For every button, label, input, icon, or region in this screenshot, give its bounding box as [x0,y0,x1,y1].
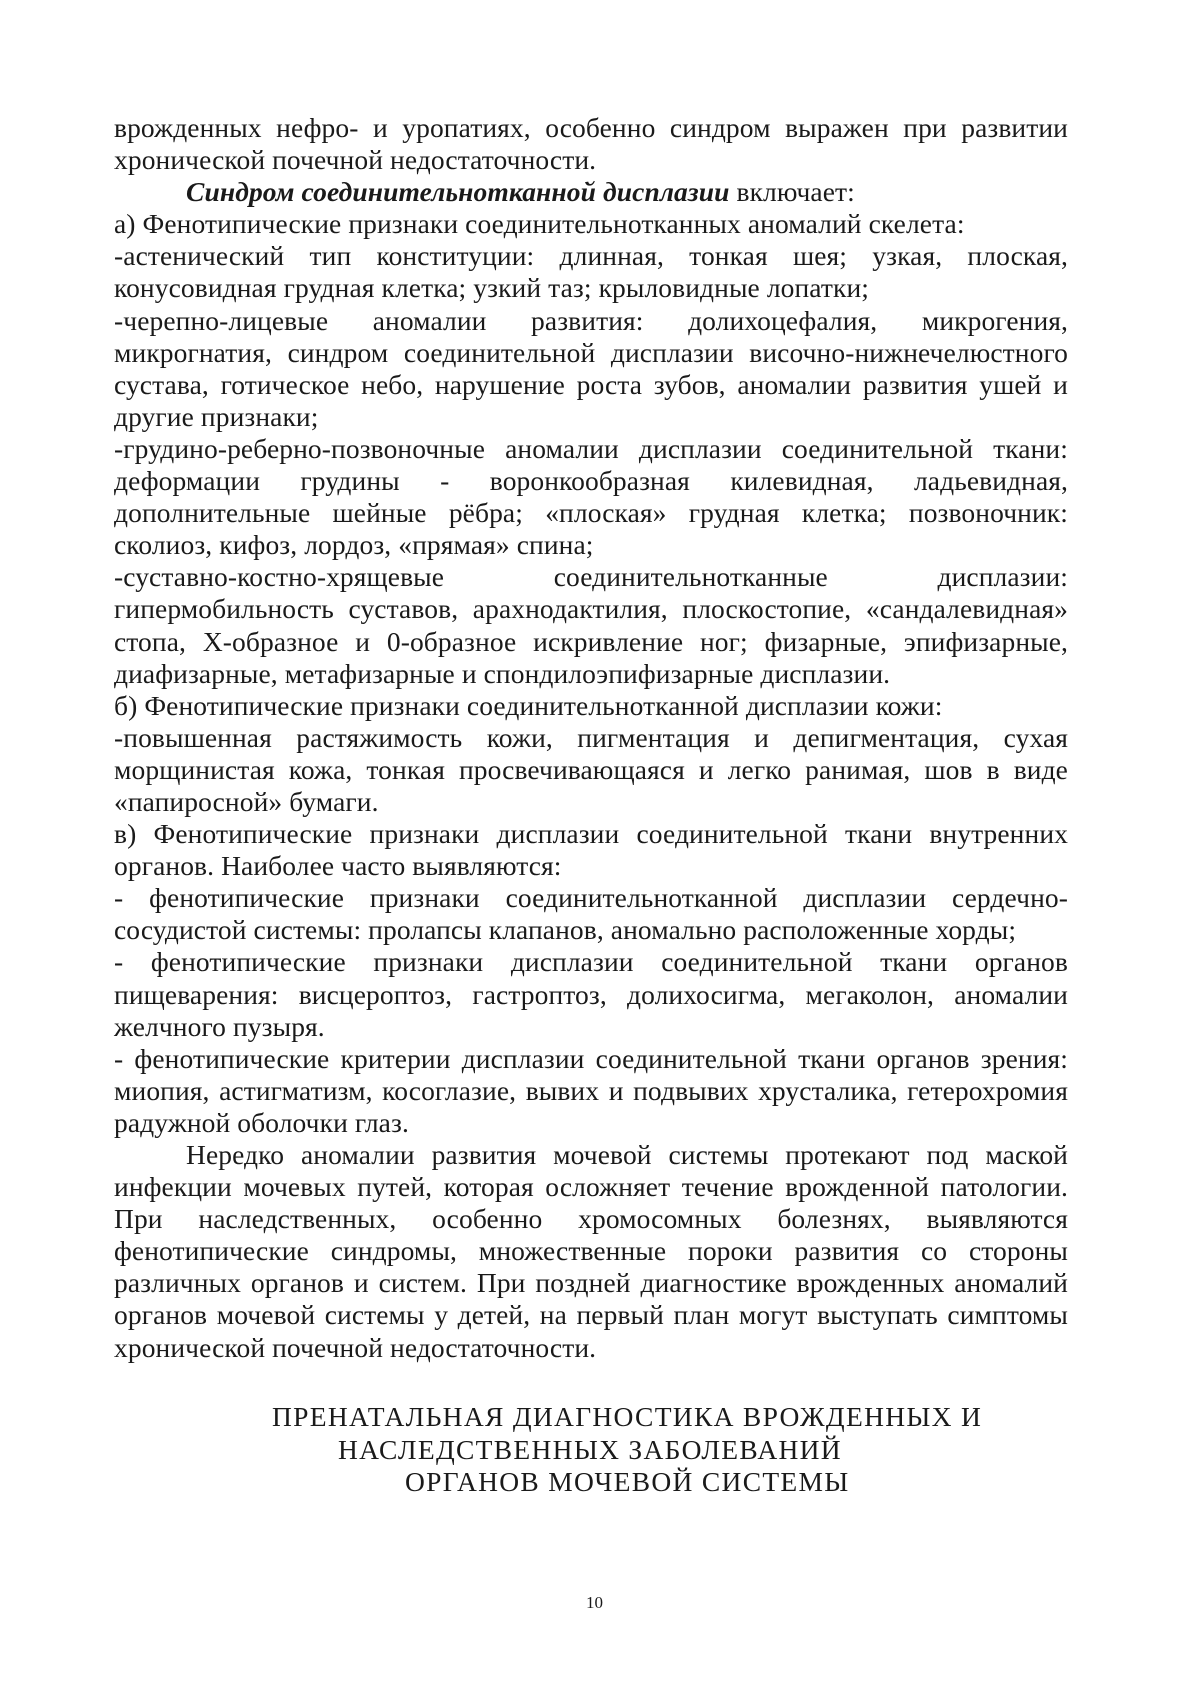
paragraph: -суставно-костно-хрящевые соединительнотканные дисплазии: гипермобильность суставов, арахнодактилия, плоскостопие, «сандалевидная» стопа, Х-образное и 0-образное искривление ног; физарные, эпифизарные, диафизарные, метафизарные и спондилоэпифизарные дисплазии. [114,561,1068,689]
page-number: 10 [586,1593,603,1612]
paragraph: - фенотипические признаки дисплазии соединительной ткани органов пищеварения: висцероптоз, гастроптоз, долихосигма, мегаколон, аномалии желчного пузыря. [114,946,1068,1042]
paragraph: а) Фенотипические признаки соединительнотканных аномалий скелета: [114,208,965,240]
paragraph: - фенотипические критерии дисплазии соединительной ткани органов зрения: миопия, астигматизм, косоглазие, вывих и подвывих хрусталика, гетерохромия радужной оболочки глаз. [114,1042,1068,1138]
section-heading-line: НАСЛЕДСТВЕННЫХ ЗАБОЛЕВАНИЙ [338,1433,842,1465]
paragraph: б) Фенотипические признаки соединительнотканной дисплазии кожи: [114,689,943,721]
section-heading-line: ПРЕНАТАЛЬНАЯ ДИАГНОСТИКА ВРОЖДЕННЫХ И [272,1401,983,1432]
paragraph: врожденных нефро- и уропатиях, особенно синдром выражен при развитии хронической почечной недостаточности. [114,112,1068,176]
syndrome-intro-tail: включает: [729,176,855,208]
paragraph: -грудино-реберно-позвоночные аномалии дисплазии соединительной ткани: деформации грудины - воронкообразная килевидная, ладьевидная, дополнительные шейные рёбра; «плоская» грудная клетка; позвоночник: сколиоз, кифоз, лордоз, «прямая» спина; [114,432,1068,561]
paragraph: - фенотипические признаки соединительнотканной дисплазии сердечно-сосудистой системы: пролапсы клапанов, аномально расположенные хорды; [114,882,1068,946]
section-heading-line: ОРГАНОВ МОЧЕВОЙ СИСТЕМЫ [405,1466,850,1497]
paragraph-syndrome-intro [114,176,1068,208]
section-heading [114,1401,1068,1499]
paragraph: -астенический тип конституции: длинная, тонкая шея; узкая, плоская, конусовидная грудная клетка; узкий таз; крыловидные лопатки; [114,240,1068,304]
paragraph: -черепно-лицевые аномалии развития: долихоцефалия, микрогения, микрогнатия, синдром соединительной дисплазии височно-нижнечелюстного сустава, готическое небо, нарушение роста зубов, аномалии развития ушей и другие признаки; [114,304,1068,432]
paragraph: в) Фенотипические признаки дисплазии соединительной ткани внутренних органов. Наиболее часто выявляются: [114,818,1068,882]
paragraph: -повышенная растяжимость кожи, пигментация и депигментация, сухая морщинистая кожа, тонкая просвечивающаяся и легко ранимая, шов в виде «папиросной» бумаги. [114,721,1068,817]
syndrome-term: Синдром соединительнотканной дисплазии [186,176,730,208]
paragraph: Нередко аномалии развития мочевой системы протекают под маской инфекции мочевых путей, которая осложняет течение врожденной патологии. При наследственных, особенно хромосомных болезнях, выявляются фенотипические синдромы, множественные пороки развития со стороны различных органов и систем. При поздней диагностике врожденных аномалий органов мочевой системы у детей, на первый план могут выступать симптомы хронической почечной недостаточности. [114,1139,1068,1363]
body-text [114,112,1068,1364]
